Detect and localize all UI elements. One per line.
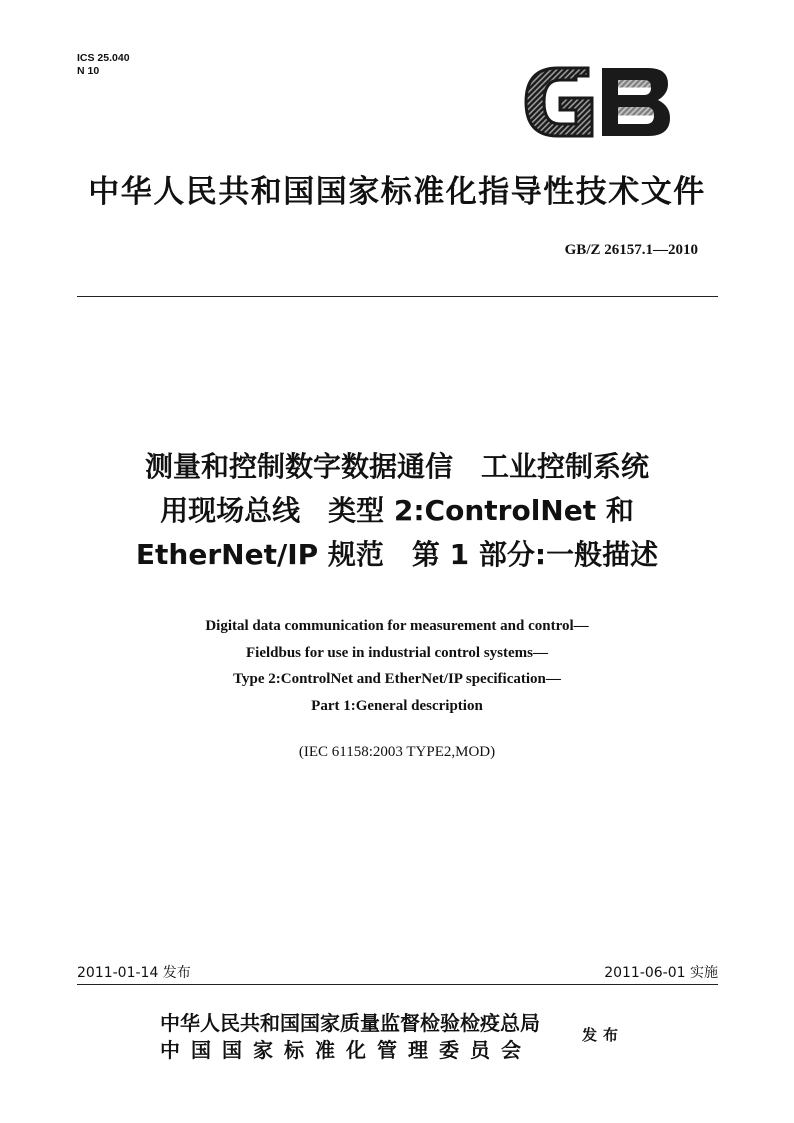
english-title-line: Type 2:ControlNet and EtherNet/IP specification— <box>233 671 561 687</box>
publish-label: 发布 <box>582 1026 625 1044</box>
logo-letter-g <box>526 68 592 136</box>
logo-text: GB <box>518 62 520 63</box>
english-title <box>0 613 794 719</box>
ics-code: ICS 25.040 <box>77 52 130 64</box>
chinese-title-line: EtherNet/IP 规范 第 1 部分:一般描述 <box>135 538 659 571</box>
issuer-sac: 中国国家标准化管理委员会 <box>160 1038 532 1062</box>
iec-equivalence: (IEC 61158:2003 TYPE2,MOD) <box>298 744 496 760</box>
english-title-line: Part 1:General description <box>311 697 483 714</box>
english-title-line: Digital data communication for measurement and control— <box>205 618 589 634</box>
issuer-aqsiq: 中华人民共和国国家质量监督检验检疫总局 <box>160 1011 540 1035</box>
chinese-title <box>0 445 794 577</box>
gb-emblem-icon <box>518 62 676 142</box>
implementation-date: 2011-06-01 实施 <box>604 965 718 981</box>
chinese-title-line: 测量和控制数字数据通信 工业控制系统 <box>144 450 649 483</box>
footer-divider <box>77 984 718 985</box>
ccs-code: N 10 <box>77 65 100 77</box>
standard-number: GB/Z 26157.1—2010 <box>564 242 698 258</box>
logo-letter-b <box>602 68 670 136</box>
english-title-line: Fieldbus for use in industrial control systems— <box>246 644 548 661</box>
issuing-authorities <box>160 1010 540 1064</box>
agency-title: 中华人民共和国国家标准化指导性技术文件 <box>88 174 706 210</box>
chinese-title-line: 用现场总线 类型 2:ControlNet 和 <box>160 494 634 527</box>
classification-codes <box>77 52 130 78</box>
issue-date: 2011-01-14 发布 <box>77 965 191 981</box>
header-divider <box>77 296 718 297</box>
